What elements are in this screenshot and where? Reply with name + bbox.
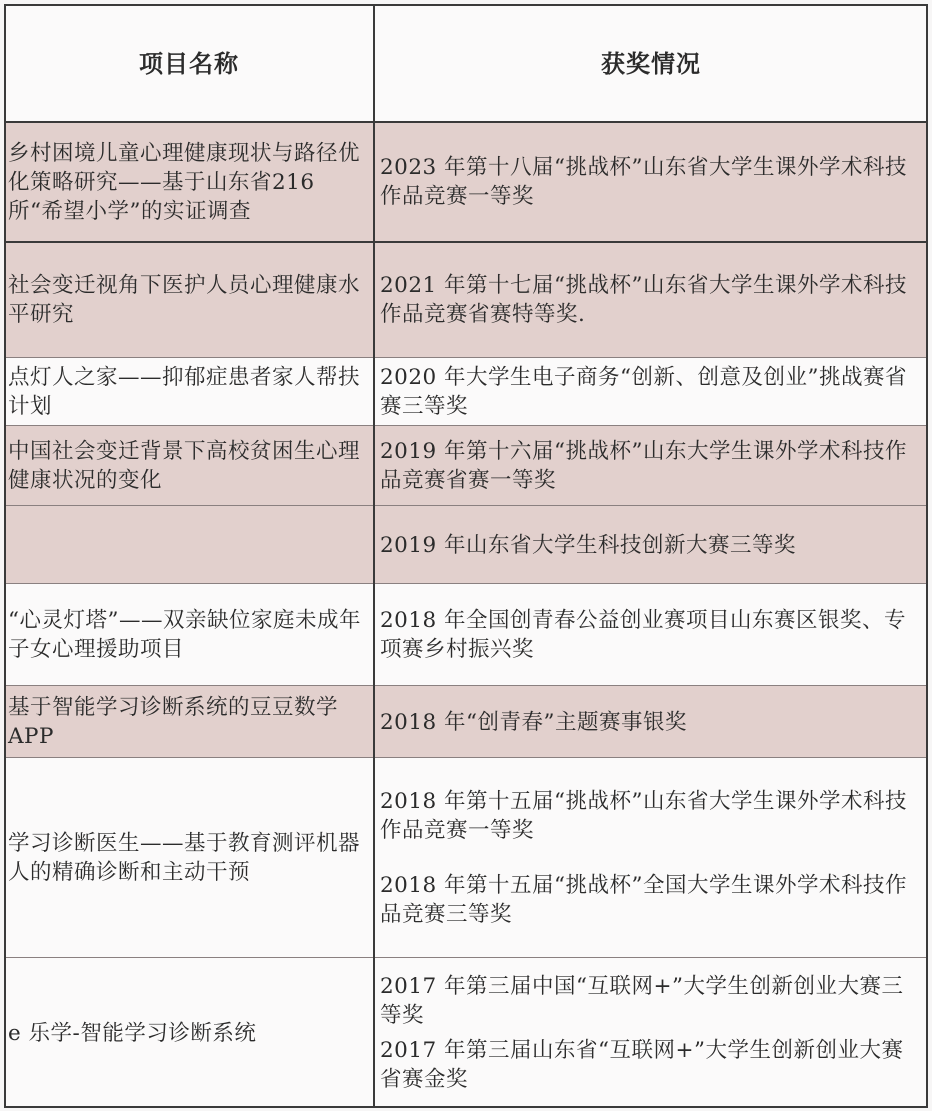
header-name-cell: [4, 4, 374, 122]
row-divider: [4, 583, 928, 584]
table-row-name: [4, 358, 374, 426]
table-row-award: [374, 122, 928, 242]
table-row-name: [4, 506, 374, 584]
awards-table: [4, 4, 928, 1108]
row-divider: [4, 957, 928, 958]
award-text: 2020 年大学生电子商务“创新、创意及创业”挑战赛省赛三等奖: [380, 365, 908, 419]
column-divider: [373, 4, 375, 1108]
row-divider: [4, 505, 928, 506]
table-row-name: [4, 584, 374, 686]
table-row-name: [4, 686, 374, 758]
project-name: e 乐学-智能学习诊断系统: [8, 1020, 257, 1046]
award-text: 2018 年全国创青春公益创业赛项目山东赛区银奖、专项赛乡村振兴奖: [380, 608, 907, 662]
table-row-award: [374, 242, 928, 358]
award-text: 2018 年“创青春”主题赛事银奖: [380, 709, 688, 735]
table-row-award: [374, 686, 928, 758]
table-row-name: [4, 758, 374, 958]
award-text: 2017 年第三届山东省“互联网+”大学生创新创业大赛省赛金奖: [380, 1038, 904, 1092]
table-row-name: [4, 426, 374, 506]
row-divider: [4, 241, 928, 243]
table-row-award: [374, 506, 928, 584]
table-row-award: [374, 758, 928, 958]
header-award-label: 获奖情况: [601, 48, 701, 78]
award-text: 2018 年第十五届“挑战杯”山东省大学生课外学术科技作品竞赛一等奖: [380, 789, 908, 843]
award-text: 2017 年第三届中国“互联网+”大学生创新创业大赛三等奖: [380, 974, 904, 1028]
table-border-left: [4, 4, 6, 1108]
project-name: 基于智能学习诊断系统的豆豆数学 APP: [8, 695, 339, 749]
award-text: 2023 年第十八届“挑战杯”山东省大学生课外学术科技作品竞赛一等奖: [380, 155, 908, 209]
award-text: 2018 年第十五届“挑战杯”全国大学生课外学术科技作品竞赛三等奖: [380, 873, 908, 927]
project-name: 学习诊断医生——基于教育测评机器人的精确诊断和主动干预: [8, 831, 361, 885]
table-border-right: [926, 4, 928, 1108]
project-name: 中国社会变迁背景下高校贫困生心理健康状况的变化: [8, 439, 361, 493]
project-name: 点灯人之家——抑郁症患者家人帮扶计划: [8, 365, 361, 419]
project-name: “心灵灯塔”——双亲缺位家庭未成年子女心理援助项目: [8, 608, 361, 662]
project-name: 社会变迁视角下医护人员心理健康水平研究: [8, 273, 361, 327]
row-divider: [4, 121, 928, 123]
row-divider: [4, 757, 928, 758]
table-row-name: [4, 242, 374, 358]
table-border-bottom: [4, 1106, 928, 1108]
award-text: 2019 年第十六届“挑战杯”山东大学生课外学术科技作品竞赛省赛一等奖: [380, 439, 908, 493]
table-row-award: [374, 584, 928, 686]
row-divider: [4, 357, 928, 358]
table-row-award: [374, 958, 928, 1108]
table-row-name: [4, 958, 374, 1108]
award-text: 2019 年山东省大学生科技创新大赛三等奖: [380, 532, 797, 558]
award-text: 2021 年第十七届“挑战杯”山东省大学生课外学术科技作品竞赛省赛特等奖.: [380, 273, 908, 327]
project-name: 乡村困境儿童心理健康现状与路径优化策略研究——基于山东省216所“希望小学”的实证调查: [8, 140, 361, 224]
header-name-label: 项目名称: [139, 48, 239, 78]
table-row-award: [374, 358, 928, 426]
table-border-top: [4, 4, 928, 6]
row-divider: [4, 425, 928, 426]
table-row-name: [4, 122, 374, 242]
table-row-award: [374, 426, 928, 506]
header-award-cell: [374, 4, 928, 122]
row-divider: [4, 685, 928, 686]
